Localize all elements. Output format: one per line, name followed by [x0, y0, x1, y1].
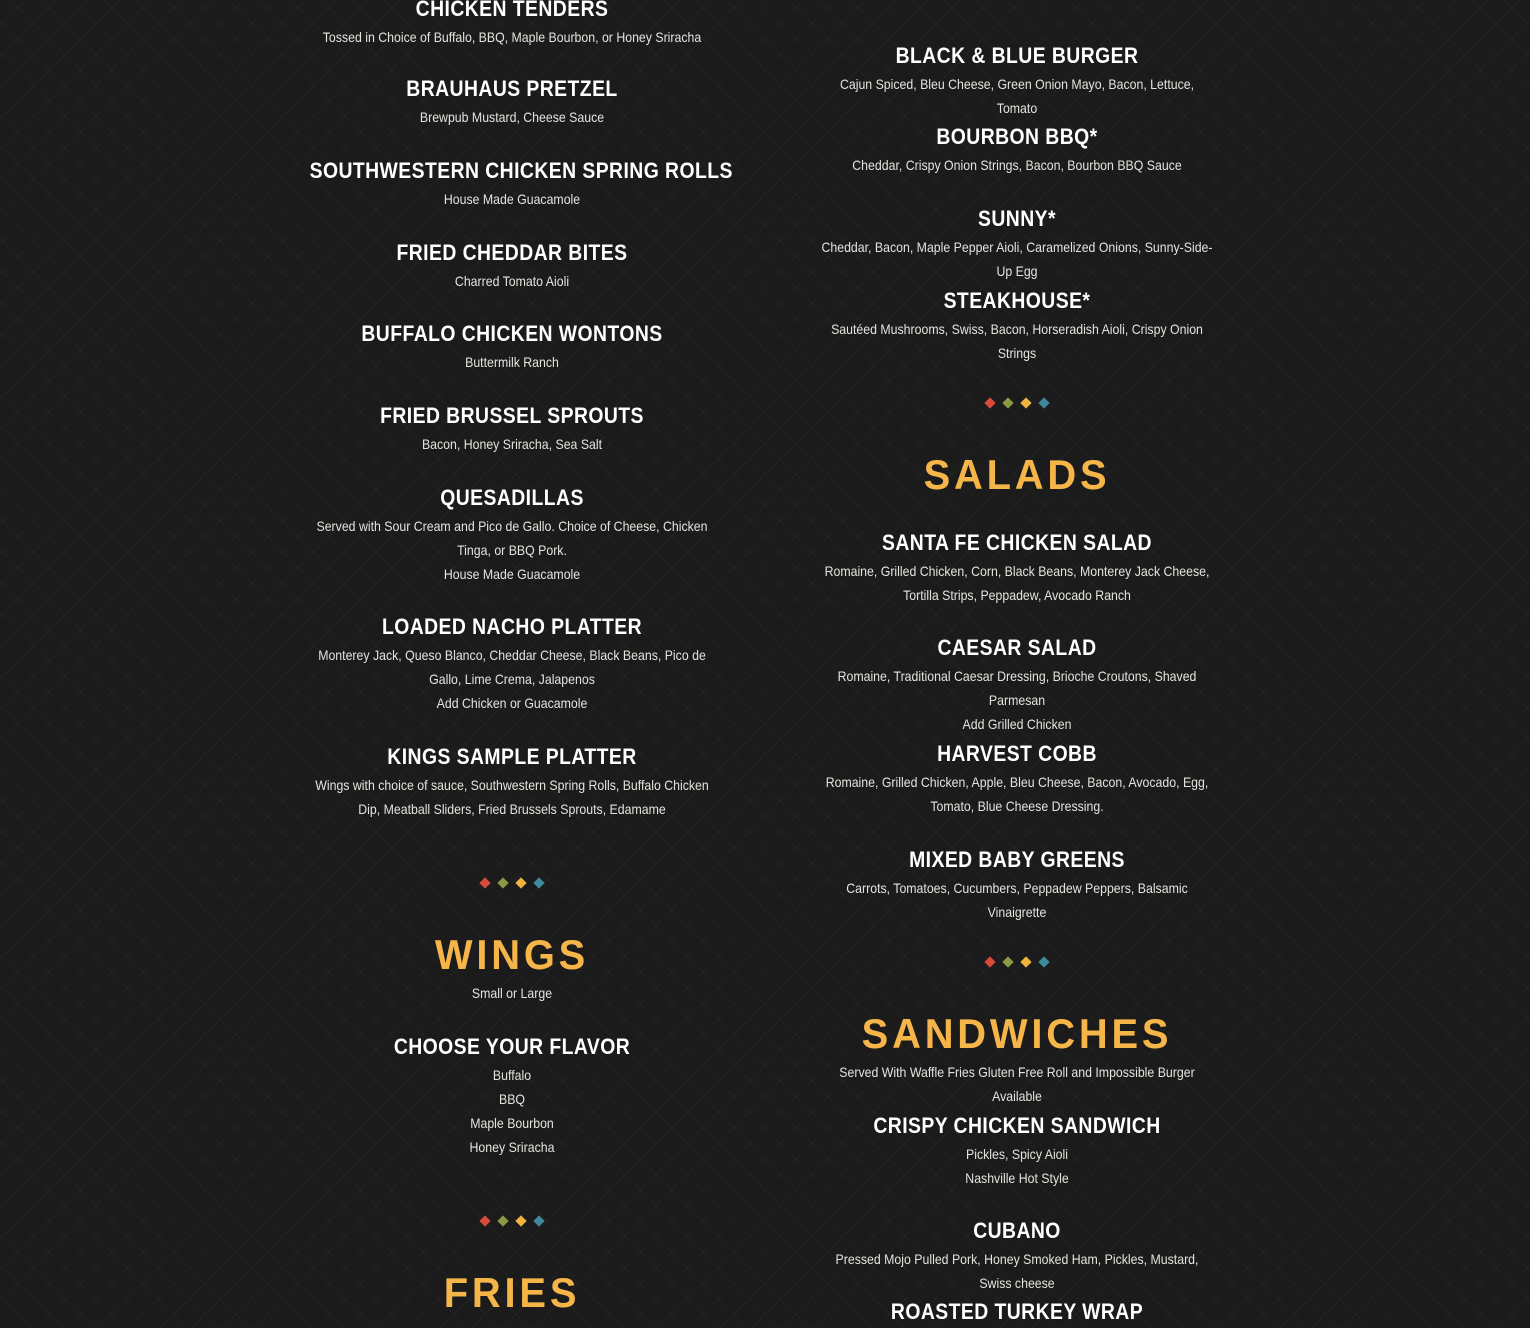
menu-item: [282, 158, 742, 211]
section-note-sandwiches: Served With Waffle Fries Gluten Free Roll and Impossible Burger Available: [839, 1064, 1195, 1104]
item-name: FRIED BRUSSEL SPROUTS: [380, 403, 644, 428]
diamond-icon: [533, 877, 544, 888]
item-description: Bacon, Honey Sriracha, Sea Salt: [421, 436, 603, 452]
section-title-sandwiches: SANDWICHES: [861, 1010, 1173, 1057]
menu-item: [792, 43, 1242, 120]
flavor-option: Buffalo: [492, 1067, 532, 1083]
diamond-icon: [497, 877, 508, 888]
menu-item: [282, 321, 742, 374]
diamond-icon: [515, 1215, 526, 1226]
item-addon: Add Chicken or Guacamole: [436, 695, 588, 711]
section-note-wings: Small or Large: [471, 985, 553, 1001]
menu-item: [792, 741, 1242, 818]
item-description: Cheddar, Bacon, Maple Pepper Aioli, Caramelized Onions, Sunny-Side-Up Egg: [821, 239, 1213, 279]
menu-item: [792, 1299, 1242, 1325]
item-name: BLACK & BLUE BURGER: [895, 43, 1139, 68]
item-description: Buttermilk Ranch: [465, 354, 559, 370]
diamond-icon: [1020, 956, 1031, 967]
section-title-fries: FRIES: [443, 1269, 581, 1316]
menu-item: [282, 76, 742, 129]
item-description: Wings with choice of sauce, Southwestern Spring Rolls, Buffalo Chicken Dip, Meatball Sliders, Fried Brussels Sprouts, Edamame: [315, 777, 709, 817]
item-description: Cheddar, Crispy Onion Strings, Bacon, Bourbon BBQ Sauce: [852, 157, 1182, 173]
item-description: Carrots, Tomatoes, Cucumbers, Peppadew Peppers, Balsamic Vinaigrette: [846, 880, 1188, 920]
diamond-icon: [497, 1215, 508, 1226]
item-description: Monterey Jack, Queso Blanco, Cheddar Cheese, Black Beans, Pico de Gallo, Lime Crema, Jalapenos: [318, 647, 706, 687]
section-title-salads: SALADS: [923, 451, 1111, 498]
right-menu-column: [792, 0, 1242, 1328]
menu-item: [792, 288, 1242, 365]
item-description: Charred Tomato Aioli: [454, 273, 570, 289]
section-divider: [792, 958, 1242, 966]
diamond-icon: [479, 1215, 490, 1226]
item-name: BRAUHAUS PRETZEL: [406, 76, 618, 101]
item-name: STEAKHOUSE*: [943, 288, 1091, 313]
item-description: Romaine, Grilled Chicken, Corn, Black Beans, Monterey Jack Cheese, Tortilla Strips, Peppadew, Avocado Ranch: [824, 563, 1210, 603]
diamond-icon: [479, 877, 490, 888]
menu-item: [792, 124, 1242, 177]
item-name: QUESADILLAS: [440, 485, 584, 510]
item-description: Pickles, Spicy Aioli: [965, 1146, 1069, 1162]
menu-item: [792, 0, 1242, 4]
menu-item: [282, 0, 742, 49]
item-description: Brewpub Mustard, Cheese Sauce: [419, 109, 605, 125]
item-description: Served with Sour Cream and Pico de Gallo. Choice of Cheese, Chicken Tinga, or BBQ Pork.: [316, 518, 708, 558]
item-description: Sautéed Mushrooms, Swiss, Bacon, Horseradish Aioli, Crispy Onion Strings: [831, 321, 1203, 361]
item-name: CHICKEN TENDERS: [415, 0, 609, 21]
menu-item: [792, 530, 1242, 607]
item-name: KINGS SAMPLE PLATTER: [387, 744, 637, 769]
item-name: FRIED CHEDDAR BITES: [396, 240, 628, 265]
section-divider: [792, 399, 1242, 407]
section-divider: [282, 879, 742, 887]
item-name: ROASTED TURKEY WRAP: [890, 1299, 1144, 1324]
menu-item: [282, 744, 742, 821]
left-menu-column: [282, 0, 742, 1328]
flavor-option: BBQ: [498, 1091, 526, 1107]
diamond-icon: [515, 877, 526, 888]
diamond-icon: [984, 956, 995, 967]
item-name: BUFFALO CHICKEN WONTONS: [361, 321, 663, 346]
section-title-wings: WINGS: [434, 931, 590, 978]
flavor-option: Maple Bourbon: [470, 1115, 554, 1131]
menu-item: [282, 1034, 742, 1159]
diamond-icon: [1002, 956, 1013, 967]
item-name: SUNNY*: [978, 206, 1056, 231]
diamond-icon: [1038, 956, 1049, 967]
menu-item: [282, 240, 742, 293]
item-description: Cajun Spiced, Bleu Cheese, Green Onion Mayo, Bacon, Lettuce, Tomato: [839, 76, 1195, 116]
item-name: CHOOSE YOUR FLAVOR: [393, 1034, 631, 1059]
item-addon: Nashville Hot Style: [965, 1170, 1069, 1186]
item-description: Pressed Mojo Pulled Pork, Honey Smoked Ham, Pickles, Mustard, Swiss cheese: [835, 1251, 1199, 1291]
diamond-icon: [533, 1215, 544, 1226]
item-description: Tossed in Choice of Buffalo, BBQ, Maple Bourbon, or Honey Sriracha: [322, 29, 702, 45]
menu-item: [282, 614, 742, 715]
item-name: MIXED BABY GREENS: [909, 847, 1125, 872]
section-divider: [282, 1217, 742, 1225]
item-name: CRISPY CHICKEN SANDWICH: [873, 1113, 1161, 1138]
diamond-icon: [984, 397, 995, 408]
flavor-option: Honey Sriracha: [469, 1139, 555, 1155]
item-addon: House Made Guacamole: [443, 566, 581, 582]
item-description: House Made Guacamole: [443, 191, 581, 207]
menu-item: [792, 206, 1242, 283]
item-name: BOURBON BBQ*: [936, 124, 1098, 149]
item-name: SANTA FE CHICKEN SALAD: [882, 530, 1152, 555]
item-description: [819, 0, 1215, 4]
menu-item: [792, 1218, 1242, 1295]
item-description: Romaine, Grilled Chicken, Apple, Bleu Cheese, Bacon, Avocado, Egg, Tomato, Blue Cheese Dressing.: [825, 774, 1209, 814]
menu-item: [792, 1113, 1242, 1190]
item-name: LOADED NACHO PLATTER: [381, 614, 643, 639]
item-name: HARVEST COBB: [937, 741, 1097, 766]
item-description: Romaine, Traditional Caesar Dressing, Brioche Croutons, Shaved Parmesan: [837, 668, 1197, 708]
item-name: CAESAR SALAD: [937, 635, 1097, 660]
diamond-icon: [1020, 397, 1031, 408]
menu-item: [282, 403, 742, 456]
item-name: CUBANO: [973, 1218, 1061, 1243]
diamond-icon: [1038, 397, 1049, 408]
item-name: SOUTHWESTERN CHICKEN SPRING ROLLS: [309, 158, 733, 183]
item-addon: Add Grilled Chicken: [962, 716, 1072, 732]
diamond-icon: [1002, 397, 1013, 408]
menu-item: [792, 847, 1242, 924]
menu-item: [792, 635, 1242, 736]
menu-item: [282, 485, 742, 586]
